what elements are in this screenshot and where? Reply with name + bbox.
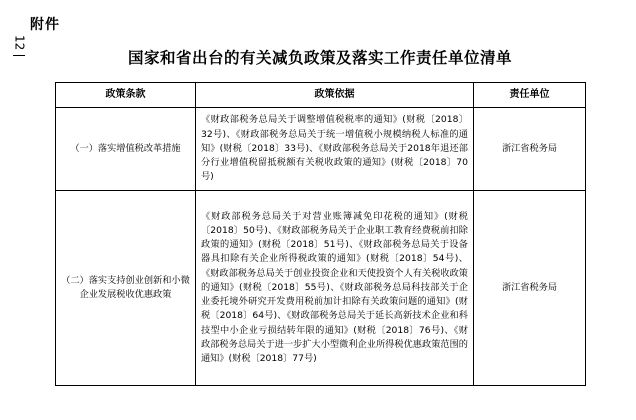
page-title: 国家和省出台的有关减负政策及落实工作责任单位清单 — [127, 49, 512, 67]
column-header-basis: 政策依据 — [196, 83, 474, 108]
cell-policy: （一）落实增值税改革措施 — [56, 108, 196, 191]
table-row — [56, 191, 586, 386]
page-number: 12 — [12, 34, 27, 51]
page-marker-dash — [13, 55, 25, 56]
cell-basis: 《财政部税务总局关于对营业账簿减免印花税的通知》(财税〔2018〕50号)、《财政部税务局关于企业职工教育经费税前扣除政策的通知》(财税〔2018〕51号)、《财政部税务总局关于设备器具扣除有关企业所得税政策的通知》(财税〔2018〕54号)、《财政部税务总局关于创业投资企业和天使投资个人有关税收政策的通知》(财税〔2018〕55号)、《财政部税务总局科技部关于企业委托境外研究开发费用税前加计扣除有关政策问题的通知》(财税〔2018〕64号)、《财政部税务总局关于延长高新技术企业和科技型中小企业亏损结转年限的通知》(财税〔2018〕76号)、《财政部税务总局关于进一步扩大小型微利企业所得税优惠政策范围的通知》(财税〔2018〕77号) — [196, 191, 474, 386]
policy-table — [55, 82, 586, 386]
column-header-policy: 政策条款 — [56, 83, 196, 108]
column-header-unit: 责任单位 — [474, 83, 586, 108]
cell-unit: 浙江省税务局 — [474, 191, 586, 386]
cell-basis: 《财政部税务总局关于调整增值税税率的通知》(财税〔2018〕32号)、《财政部税务总局关于统一增值税小规模纳税人标准的通知》(财税〔2018〕33号)、《财政部税务总局关于2018年退还部分行业增值税留抵税额有关税收政策的通知》(财税〔2018〕70号) — [196, 108, 474, 191]
cell-policy: （二）落实支持创业创新和小微企业发展税收优惠政策 — [56, 191, 196, 386]
page-side-marker — [10, 36, 28, 56]
attachment-label: 附件 — [30, 17, 60, 33]
table-header-row — [56, 83, 586, 108]
table-row — [56, 108, 586, 191]
cell-unit: 浙江省税务局 — [474, 108, 586, 191]
